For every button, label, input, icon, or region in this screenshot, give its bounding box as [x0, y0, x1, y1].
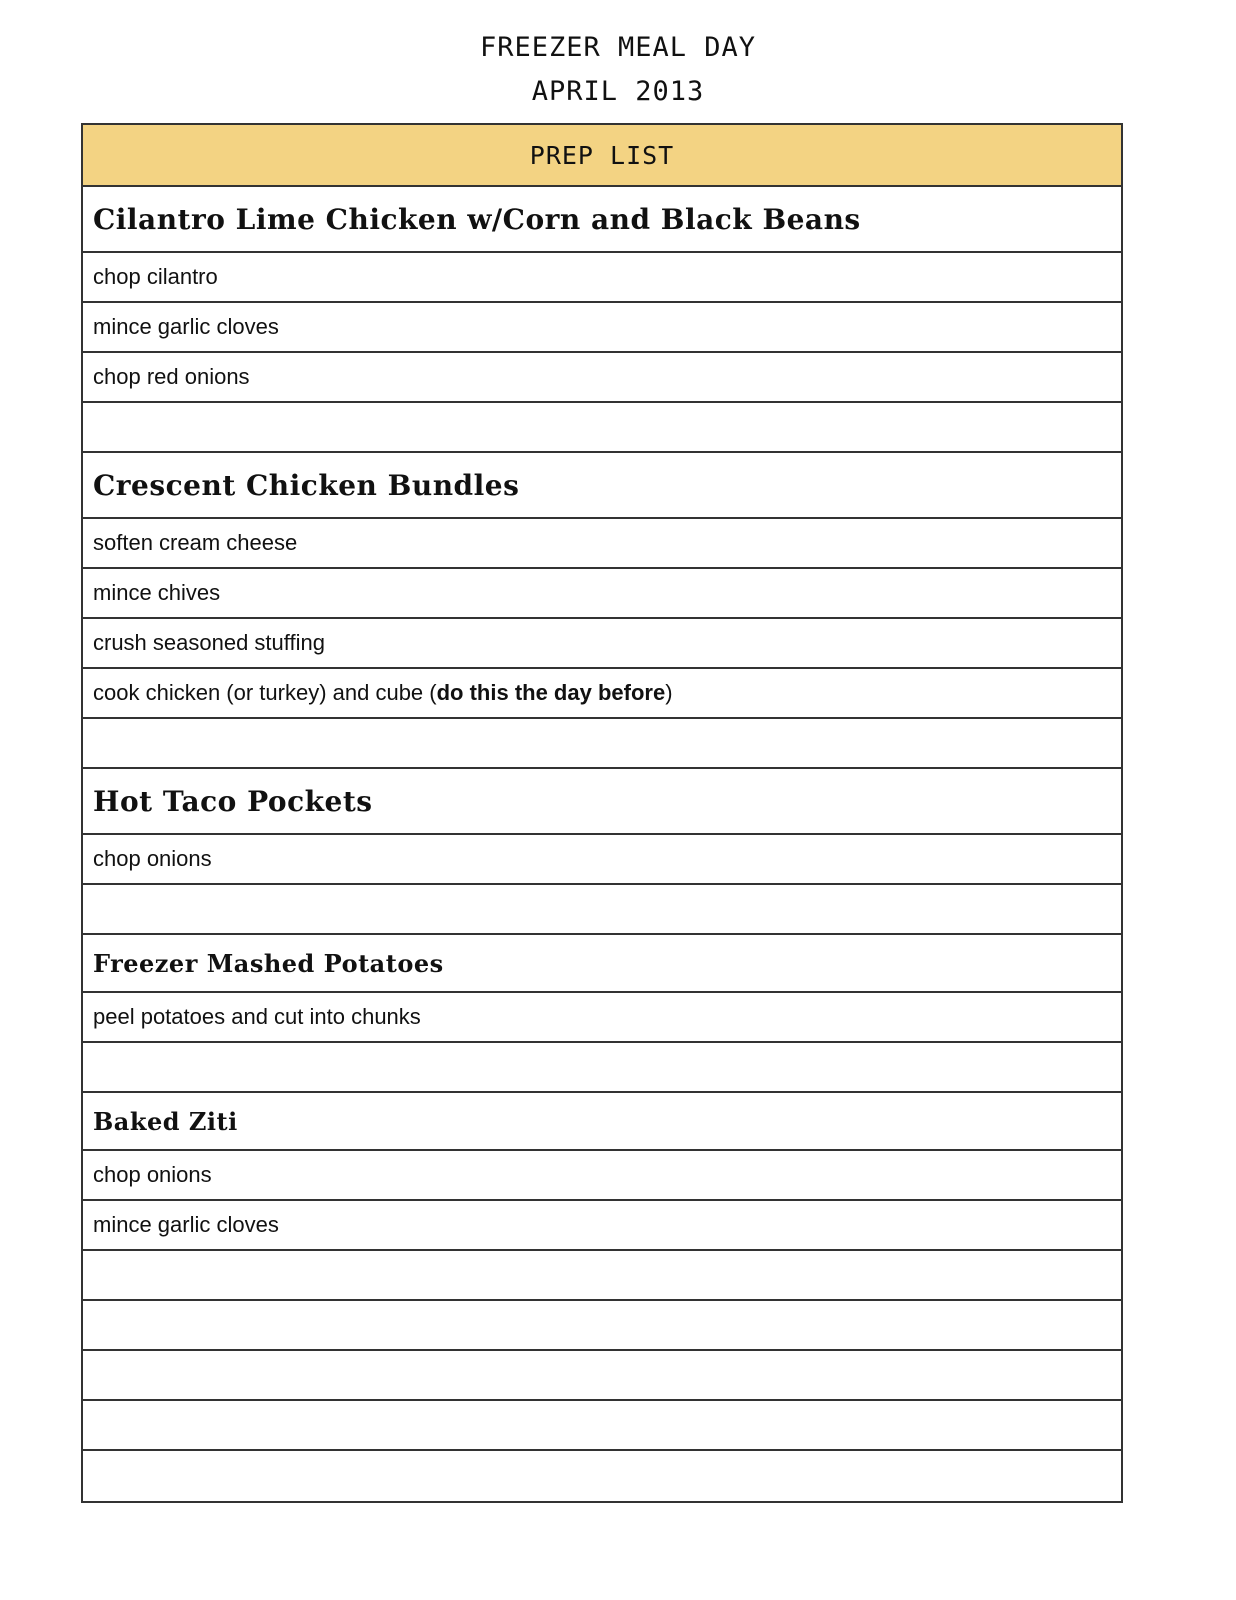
empty-row: [83, 1451, 1121, 1501]
item-emphasis: do this the day before: [436, 680, 666, 705]
document-subtitle: APRIL 2013: [531, 76, 705, 107]
list-item: chop cilantro: [83, 253, 1121, 303]
document-title: FREEZER MEAL DAY: [479, 32, 757, 63]
list-item: peel potatoes and cut into chunks: [83, 993, 1121, 1043]
empty-row: [83, 719, 1121, 769]
empty-row: [83, 1301, 1121, 1351]
empty-row: [83, 1351, 1121, 1401]
list-item: mince garlic cloves: [83, 1201, 1121, 1251]
section-heading: Hot Taco Pockets: [83, 769, 1121, 835]
empty-row: [83, 885, 1121, 935]
empty-row: [83, 1401, 1121, 1451]
list-item: soften cream cheese: [83, 519, 1121, 569]
section-heading: Crescent Chicken Bundles: [83, 453, 1121, 519]
list-item: mince chives: [83, 569, 1121, 619]
section-heading: Freezer Mashed Potatoes: [83, 935, 1121, 993]
section-heading: Baked Ziti: [83, 1093, 1121, 1151]
item-text-end: ): [665, 680, 673, 705]
empty-row: [83, 1043, 1121, 1093]
item-text: cook chicken (or turkey) and cube (: [93, 680, 437, 705]
section-heading: Cilantro Lime Chicken w/Corn and Black Beans: [83, 187, 1121, 253]
list-item: crush seasoned stuffing: [83, 619, 1121, 669]
list-item: mince garlic cloves: [83, 303, 1121, 353]
empty-row: [83, 1251, 1121, 1301]
document-title-block: [0, 26, 1236, 114]
table-header: PREP LIST: [83, 125, 1121, 187]
list-item: [83, 669, 1121, 719]
prep-list-table: [81, 123, 1123, 1503]
list-item: chop red onions: [83, 353, 1121, 403]
list-item: chop onions: [83, 835, 1121, 885]
list-item: chop onions: [83, 1151, 1121, 1201]
empty-row: [83, 403, 1121, 453]
